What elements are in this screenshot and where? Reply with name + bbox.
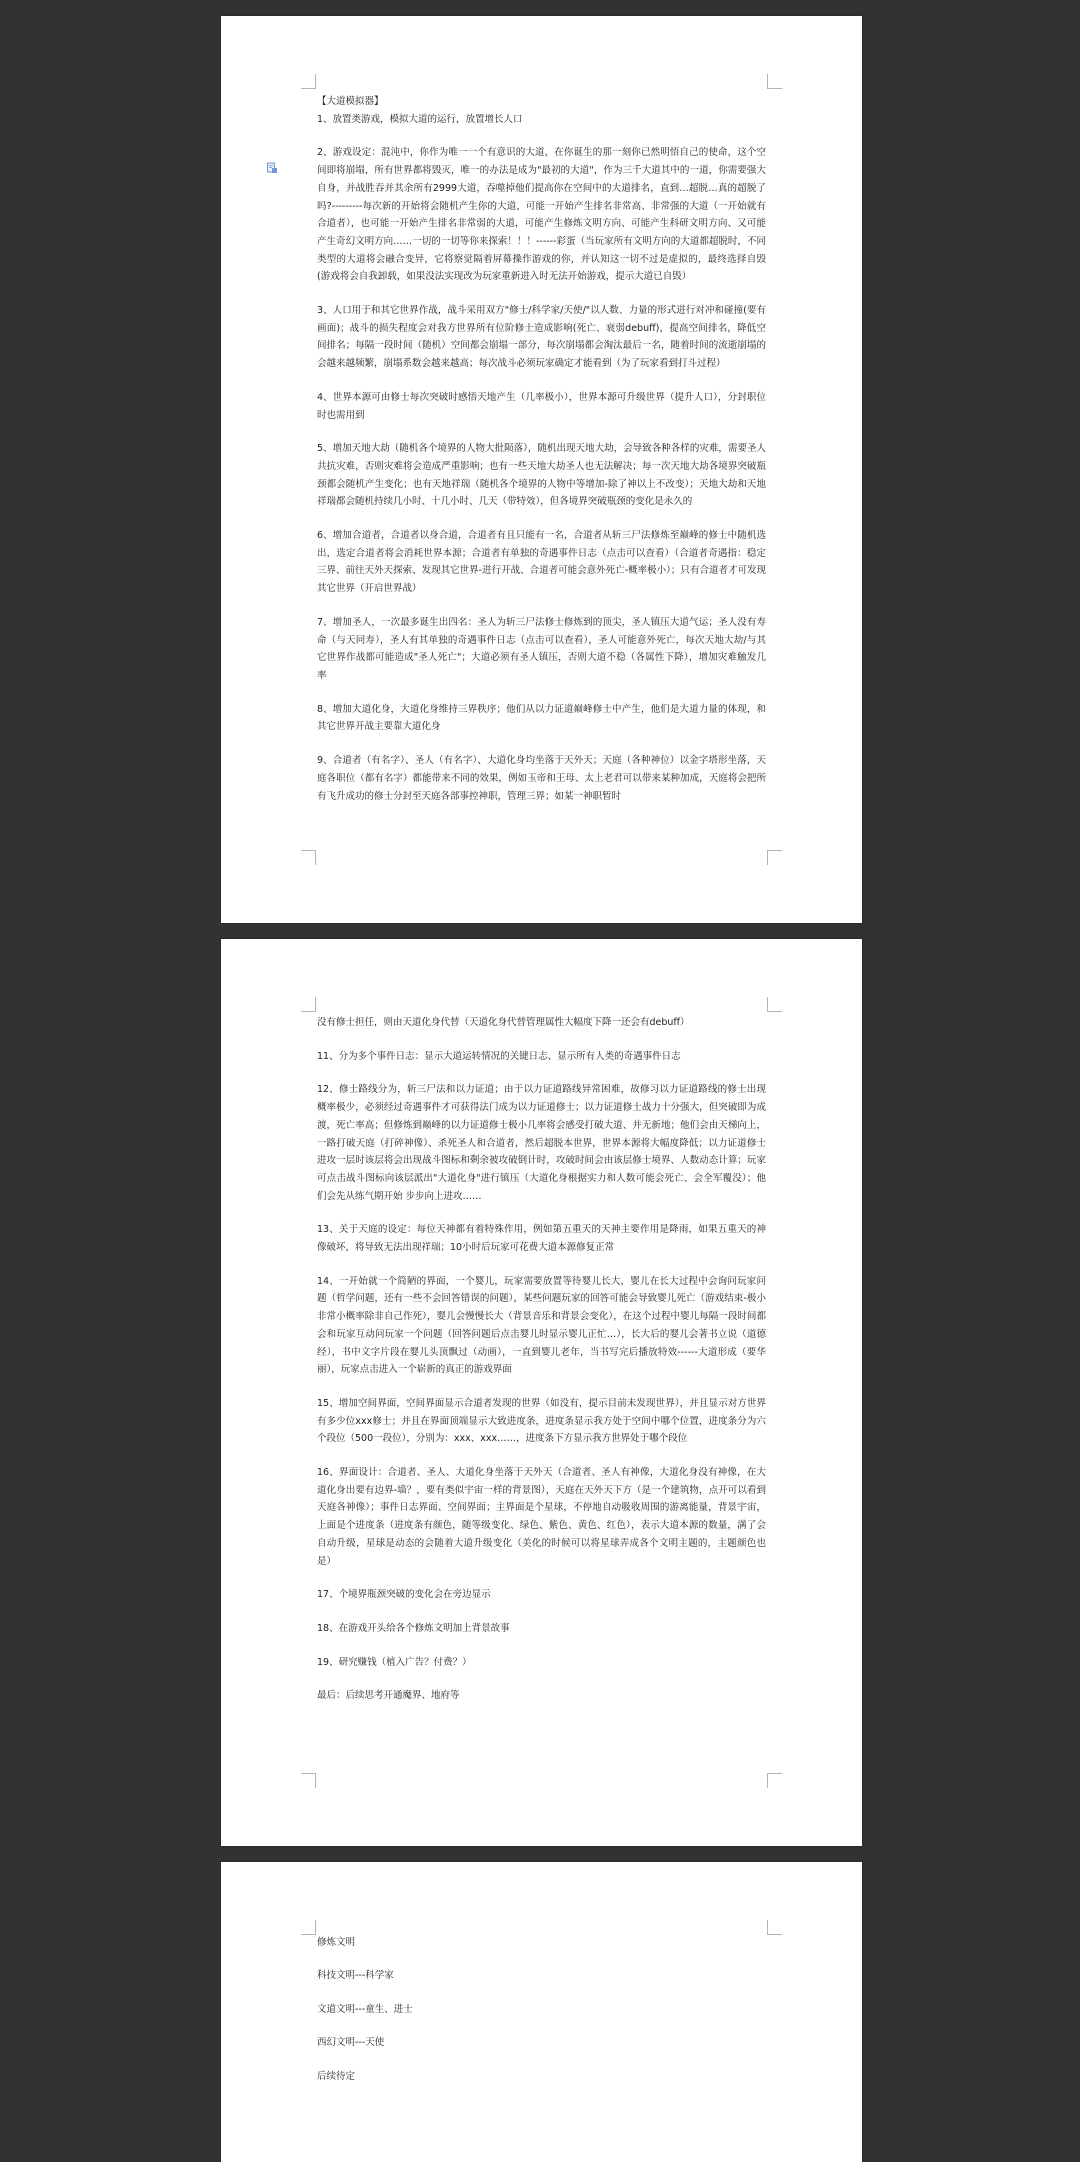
paragraph: 7、增加圣人，一次最多诞生出四名：圣人为斩三尸法修士修炼到的顶尖，圣人镇压大道气运；圣人没有寿命（与天同寿），圣人有其单独的奇遇事件日志（点击可以查看），圣人可能意外死亡，每次天地大劫/与其它世界作战都可能造成"圣人死亡"；大道必须有圣人镇压，否则大道不稳（各属性下降），增加灾难触发几率 [317, 616, 766, 681]
page-3-text [317, 1934, 766, 2101]
paragraph: 18、在游戏开头给各个修炼文明加上背景故事 [317, 1622, 510, 1634]
margin-corner-mark [767, 997, 782, 1012]
paragraph: 13、关于天庭的设定：每位天神都有着特殊作用，例如第五重天的天神主要作用是降雨，如果五重天的神像破坏，将导致无法出现祥瑞；10小时后玩家可花费大道本源修复正常 [317, 1224, 766, 1254]
document-page-2 [221, 939, 862, 1846]
paragraph: 14、一开始就一个简陋的界面，一个婴儿，玩家需要放置等待婴儿长大，婴儿在长大过程中会询问玩家问题（哲学问题，还有一些不会回答错误的问题），某些问题玩家的回答可能会导致婴儿死亡（游戏结束-极小非常小概率除非自己作死），婴儿会慢慢长大（背景音乐和背景会变化），在这个过程中婴儿每隔一段时间都会和玩家互动问玩家一个问题（回答问题后点击婴儿时显示婴儿正忙…），长大后的婴儿会著书立说（道德经），书中文字片段在婴儿头顶飘过（动画），一直到婴儿老年，当书写完后播放特效------大道形成（要华丽），玩家点击进入一个崭新的真正的游戏界面 [317, 1275, 766, 1376]
margin-corner-mark [767, 850, 782, 865]
margin-corner-mark [767, 1920, 782, 1935]
paragraph: 2、游戏设定：混沌中，你作为唯一一个有意识的大道，在你诞生的那一刻你已然明悟自己的使命，这个空间即将崩塌，所有世界都将毁灭，唯一的办法是成为"最初的大道"，作为三千大道其中的一道，你需要强大自身，并战胜吞并其余所有2999大道，吞噬掉他们提高你在空间中的大道排名，直到…超脱…真的超脱了吗?---------每次新的开始将会随机产生你的大道，可能一开始产生排名非常高、非常强的大道（一开始就有合道者），也可能一开始产生排名非常弱的大道，可能产生修炼文明方向、可能产生科研文明方向、又可能产生奇幻文明方向……一切的一切等你来探索！！！------彩蛋（当玩家所有文明方向的大道都超脱时，不同类型的大道将会融合变异，它将察觉隔着屏幕操作游戏的你，并认知这一切不过是虚拟的，最终选择自毁(游戏将会自我卸载，如果没法实现改为玩家重新进入时无法开始游戏，提示大道已自毁） [317, 147, 766, 283]
paragraph: 【大道模拟器】 [317, 96, 384, 107]
paragraph: 19、研究赚钱（植入广告？付费？） [317, 1656, 472, 1668]
paragraph: 6、增加合道者，合道者以身合道，合道者有且只能有一名，合道者从斩三尸法修炼至巅峰的修士中随机选出，选定合道者将会消耗世界本源；合道者有单独的奇遇事件日志（点击可以查看）（合道者奇遇指：稳定三界、前往天外天探索、发现其它世界-进行开战、合道者可能会意外死亡-概率极小）；只有合道者才可发现其它世界（开启世界战） [317, 530, 766, 595]
paragraph: 文道文明---童生、进士 [317, 2003, 413, 2015]
paragraph: 后续待定 [317, 2070, 356, 2082]
paragraph: 5、增加天地大劫（随机各个境界的人物大批陨落），随机出现天地大劫，会导致各种各样的灾难，需要圣人共抗灾难，否则灾难将会造成严重影响；也有一些天地大劫圣人也无法解决；每一次天地大劫各境界突破瓶颈都会随机产生变化；也有天地祥瑞（随机各个境界的人物中等增加-除了神以上不改变）；天地大劫和天地祥瑞都会随机持续几小时、十几小时、几天（带特效），但各境界突破瓶颈的变化是永久的 [317, 443, 766, 508]
document-comment-icon[interactable] [266, 162, 278, 174]
paragraph: 12、修士路线分为，斩三尸法和以力证道；由于以力证道路线异常困难，故修习以力证道路线的修士出现概率极少，必须经过奇遇事件才可获得法门成为以力证道修士；以力证道修士战力十分强大，但突破即为成渡，死亡率高；但修炼到巅峰的以力证道修士极小几率将会感受打破大道、并无新地；他们会由天梯向上，一路打破天庭（打碎神像）、杀死圣人和合道者，然后超脱本世界，世界本源将大幅度降低；以力证道修士进攻一层时该层将会出现战斗图标和剩余被攻破倒计时，攻破时间会由该层修士境界、人数动态计算；玩家可点击战斗图标向该层派出"大道化身"进行镇压（大道化身根据实力和人数可能会死亡、会全军覆没）；他们会先从练气期开始 步步向上进攻…… [317, 1084, 766, 1202]
paragraph: 8、增加大道化身，大道化身维持三界秩序；他们从以力证道巅峰修士中产生，他们是大道力量的体现，和其它世界开战主要靠大道化身 [317, 703, 766, 733]
page-2-text [317, 1014, 766, 1721]
margin-corner-mark [301, 1773, 316, 1788]
paragraph: 11、分为多个事件日志：显示大道运转情况的关键日志、显示所有人类的奇遇事件日志 [317, 1050, 681, 1062]
paragraph: 1、放置类游戏，模拟大道的运行，放置增长人口 [317, 113, 523, 125]
paragraph: 16、界面设计：合道者、圣人、大道化身坐落于天外天（合道者、圣人有神像，大道化身没有神像，在大道化身出要有边界-墙？，要有类似宇宙一样的背景图），天庭在天外天下方（是一个建筑物，点开可以看到天庭各神像）；事件日志界面、空间界面；主界面是个星球，不停地自动吸收周围的游离能量，背景宇宙，上面是个进度条（进度条有颜色，随等级变化、绿色、紫色、黄色、红色），表示大道本源的数量，满了会自动升级，星球是动态的会随着大道升级变化（美化的时候可以将星球弄成各个文明主题的，主题颜色也是） [317, 1467, 766, 1567]
paragraph: 西幻文明---天使 [317, 2037, 385, 2049]
paragraph: 3、人口用于和其它世界作战，战斗采用双方"修士/科学家/天使/"以人数、力量的形式进行对冲和碰撞(要有画面)；战斗的损失程度会对我方世界所有位阶修士造成影响(死亡、衰弱debuff)，提高空间排名，降低空间排名；每隔一段时间（随机）空间都会崩塌一部分，每次崩塌都会淘汰最后一名，随着时间的流逝崩塌的会越来越频繁，崩塌系数会越来越高；每次战斗必须玩家确定才能看到（为了玩家看到打斗过程） [317, 305, 766, 370]
paragraph: 4、世界本源可由修士每次突破时感悟天地产生（几率极小），世界本源可升级世界（提升人口），分封职位时也需用到 [317, 391, 766, 421]
paragraph: 没有修士担任，则由天道化身代替（天道化身代替管理属性大幅度下降一还会有debuff） [317, 1017, 690, 1028]
page-1-text [317, 93, 766, 821]
paragraph: 9、合道者（有名字）、圣人（有名字）、大道化身均坐落于天外天；天庭（各种神位）以金字塔形坐落，天庭各职位（都有名字）都能带来不同的效果，例如玉帝和王母、太上老君可以带来某种加成，天庭将会把所有飞升成功的修士分封至天庭各部事控神职，管理三界；如某一神职暂时 [317, 755, 766, 802]
paragraph: 15、增加空间界面，空间界面显示合道者发现的世界（如没有，提示目前未发现世界），并且显示对方世界有多少位xxx修士；并且在界面顶端显示大致进度条，进度条显示我方处于空间中哪个位置，进度条分为六个段位（500一段位），分别为：xxx、xxx……，进度条下方显示我方世界处于哪个段位 [317, 1397, 766, 1445]
margin-corner-mark [301, 1920, 316, 1935]
paragraph: 最后：后续思考开通魔界、地府等 [317, 1690, 460, 1702]
margin-corner-mark [301, 850, 316, 865]
margin-corner-mark [767, 1773, 782, 1788]
margin-corner-mark [767, 74, 782, 89]
paragraph: 17、个境界瓶颈突破的变化会在旁边显示 [317, 1589, 491, 1601]
paragraph: 科技文明---科学家 [317, 1970, 394, 1982]
document-page-3 [221, 1862, 862, 2162]
margin-corner-mark [301, 997, 316, 1012]
paragraph: 修炼文明 [317, 1937, 356, 1948]
document-page-1 [221, 16, 862, 923]
margin-corner-mark [301, 74, 316, 89]
